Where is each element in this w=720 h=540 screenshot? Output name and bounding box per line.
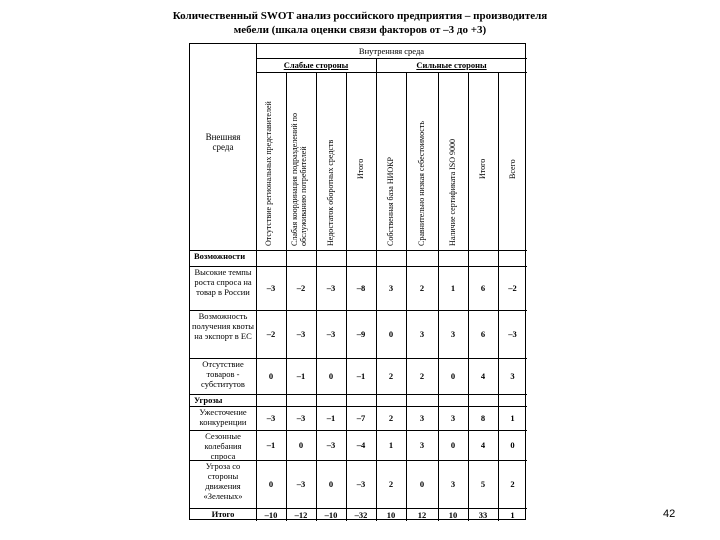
grid-line [256,58,527,59]
table-cell: –1 [326,413,336,423]
table-cell: –9 [356,329,366,339]
table-cell: –10 [324,509,338,520]
weaknesses-header: Слабые стороны [283,60,349,70]
table-cell: 10 [448,509,458,520]
internal-environment-header: Внутренняя среда [358,46,425,56]
table-cell: 8 [480,413,486,423]
table-cell: 2 [388,413,394,423]
table-cell: –3 [296,329,306,339]
row-label: Высокие темпы роста спроса на товар в России [194,267,252,297]
col-header-7: Наличие сертификата ISO 9000 [448,138,457,246]
swot-table [189,43,526,520]
table-cell: 0 [328,479,334,489]
external-environment-label: Внешняя среда [205,132,241,152]
table-cell: 3 [419,440,425,450]
table-cell: 10 [386,509,396,520]
col-header-1: Отсутствие региональных представителей [264,101,273,246]
table-cell: –3 [356,479,366,489]
section-label: Угрозы [194,395,223,405]
table-cell: –1 [296,371,306,381]
table-cell: 2 [388,479,394,489]
table-cell: –3 [266,283,276,293]
table-cell: –3 [508,329,517,339]
grid-line [498,72,499,521]
table-cell: 2 [419,283,425,293]
table-cell: 0 [510,440,515,450]
section-label: Возможности [194,251,246,261]
table-cell: 6 [480,329,486,339]
row-label: Итого [211,509,235,519]
table-cell: –8 [356,283,366,293]
table-cell: 2 [388,371,394,381]
table-cell: 0 [450,440,456,450]
table-cell: 3 [450,413,456,423]
table-cell: 1 [388,440,394,450]
strengths-header: Сильные стороны [416,60,487,70]
table-cell: 1 [450,283,456,293]
row-label: Отсутствие товаров - субститутов [201,359,245,389]
grid-line [316,72,317,521]
table-cell: 4 [480,440,486,450]
table-cell: 3 [450,329,456,339]
document-title [150,9,570,37]
table-cell: –32 [354,509,368,520]
page-number: 42 [663,508,676,520]
table-cell: –12 [294,509,308,520]
table-cell: 0 [268,479,274,489]
col-header-3: Недостаток оборотных средств [326,139,335,246]
table-cell: –10 [264,509,278,520]
row-label: Угроза со стороны движения «Зеленых» [203,461,243,501]
table-cell: –1 [356,371,366,381]
table-cell: –3 [326,329,336,339]
col-header-5: Собственная база НИОКР [386,157,395,246]
row-label: Ужесточение конкуренции [199,407,247,427]
table-cell: 33 [478,509,488,520]
table-cell: –2 [266,329,276,339]
table-cell: 5 [480,479,486,489]
table-cell: 3 [419,329,425,339]
table-cell: 0 [268,371,274,381]
table-cell: 0 [450,371,456,381]
col-header-9: Всего [508,159,517,179]
table-cell: 0 [419,479,425,489]
table-cell: –2 [508,283,517,293]
table-cell: 2 [419,371,425,381]
table-cell: 0 [298,440,304,450]
table-cell: –1 [266,440,276,450]
row-label: Сезонные колебания спроса [204,431,242,461]
title-line-1: Количественный SWOT анализ российского предприятия – производителя [172,10,548,22]
table-cell: –3 [326,283,336,293]
col-header-4: Итого [356,158,365,179]
grid-line [468,72,469,521]
table-cell: 3 [419,413,425,423]
table-cell: 0 [388,329,394,339]
table-cell: –4 [356,440,366,450]
col-header-2: Слабая координация подразделений по обслуживанию потребителей [290,113,308,246]
grid-line [438,72,439,521]
table-cell: 4 [480,371,486,381]
table-cell: 3 [388,283,394,293]
table-cell: 3 [510,371,515,381]
table-cell: –3 [296,413,306,423]
col-header-8: Итого [478,158,487,179]
table-cell: 2 [510,479,515,489]
table-cell: –3 [326,440,336,450]
col-header-6: Сравнительно низкая себестоимость [417,120,426,246]
grid-line [406,72,407,521]
table-cell: 3 [450,479,456,489]
table-cell: –7 [356,413,366,423]
table-cell: 6 [480,283,486,293]
title-line-2: мебели (шкала оценки связи факторов от –3 до +3) [233,24,487,36]
table-cell: –3 [266,413,276,423]
table-cell: –3 [296,479,306,489]
table-cell: 12 [417,509,427,520]
grid-line [286,72,287,521]
table-cell: 1 [510,509,515,520]
table-cell: 1 [510,413,515,423]
row-label: Возможность получения квоты на экспорт в ЕС [192,311,255,341]
grid-line [346,72,347,521]
table-cell: –2 [296,283,306,293]
table-cell: 0 [328,371,334,381]
